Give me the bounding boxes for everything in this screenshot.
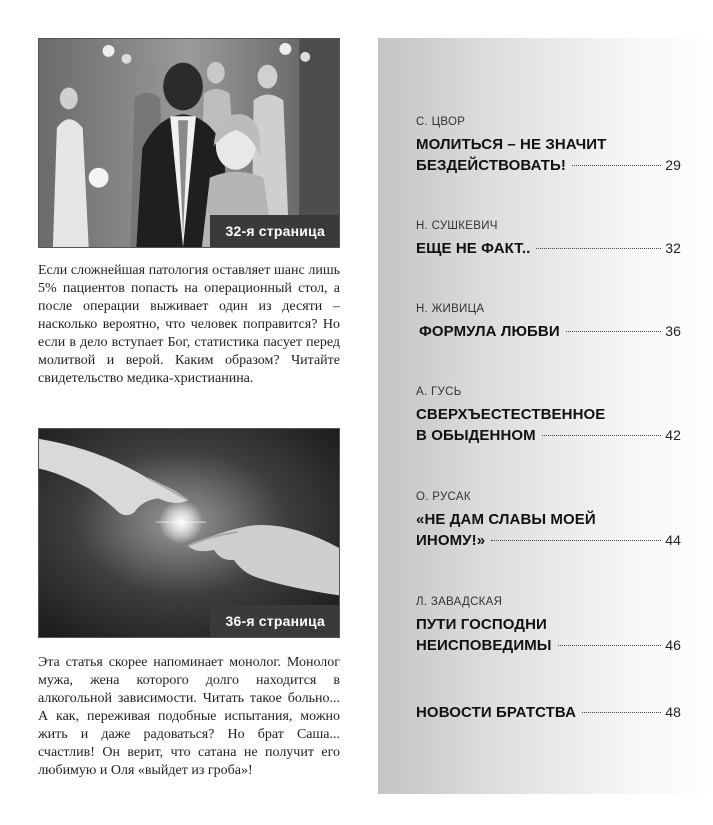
dot-leader (536, 248, 661, 249)
dot-leader (582, 712, 661, 713)
toc-title-line: В ОБЫДЕННОМ (416, 427, 536, 444)
dot-leader (542, 435, 661, 436)
dot-leader (572, 165, 661, 166)
toc-title-line: НОВОСТИ БРАТСТВА (416, 704, 577, 721)
toc-entry[interactable] (416, 220, 681, 259)
dot-leader (558, 645, 662, 646)
toc-title-line: ИНОМУ!» (416, 532, 486, 549)
article-blurb: Если сложнейшая патология оставляет шанс лишь 5% пациентов попасть на операционный стол, а после операции выживает один из десяти – насколько вероятно, что человек поправится? Но если в дело вступает Бог, статистика пасует перед молитвой и верой. Каким образом? Читайте свидетельство медика-христианина. (38, 263, 340, 386)
page-badge: 32-я страница (210, 215, 340, 247)
dot-leader (566, 331, 661, 332)
toc-page-number: 29 (665, 157, 681, 173)
toc-author: Н. ЖИВИЦА (416, 303, 485, 315)
hands-photo (38, 428, 340, 638)
toc-entry[interactable] (416, 702, 681, 723)
toc-page-number: 48 (665, 704, 681, 720)
toc-entry[interactable] (416, 116, 681, 176)
toc-author: О. РУСАК (416, 491, 471, 503)
article-blurb: Эта статья скорее напоминает монолог. Монолог мужа, жена которого долго находится в алкогольной зависимости. Читать такое больно... А как, переживая подобные испытания, можно жить и даже радоваться? Но брат Саша... счастлив! Он верит, что сатана не получит его любимую и Оля «выйдет из гроба»! (38, 655, 340, 778)
toc-page-number: 36 (665, 323, 681, 339)
toc-title-line: БЕЗДЕЙСТВОВАТЬ! (416, 157, 567, 174)
toc-author: Л. ЗАВАДСКАЯ (416, 596, 503, 608)
toc-title-line: ЕЩЕ НЕ ФАКТ.. (416, 240, 531, 257)
table-of-contents (378, 38, 713, 794)
toc-page-number: 44 (665, 532, 681, 548)
toc-title-line: ФОРМУЛА ЛЮБВИ (419, 323, 560, 340)
page-badge: 36-я страница (210, 605, 340, 637)
toc-author: А. ГУСЬ (416, 386, 462, 398)
toc-author: Н. СУШКЕВИЧ (416, 220, 498, 232)
toc-title-line: НЕИСПОВЕДИМЫ (416, 637, 552, 654)
toc-entry[interactable] (416, 596, 681, 656)
toc-title-line: ПУТИ ГОСПОДНИ (416, 616, 547, 633)
toc-entry[interactable] (416, 303, 681, 342)
toc-title-line: СВЕРХЪЕСТЕСТВЕННОЕ (416, 406, 606, 423)
wedding-photo (38, 38, 340, 248)
toc-author: С. ЦВОР (416, 116, 466, 128)
toc-entry[interactable] (416, 491, 681, 551)
toc-title-line: «НЕ ДАМ СЛАВЫ МОЕЙ (416, 511, 596, 528)
toc-page-number: 42 (665, 427, 681, 443)
toc-page-number: 32 (665, 240, 681, 256)
toc-page-number: 46 (665, 637, 681, 653)
toc-title-line: МОЛИТЬСЯ – НЕ ЗНАЧИТ (416, 136, 607, 153)
toc-entry[interactable] (416, 386, 681, 446)
dot-leader (491, 540, 661, 541)
